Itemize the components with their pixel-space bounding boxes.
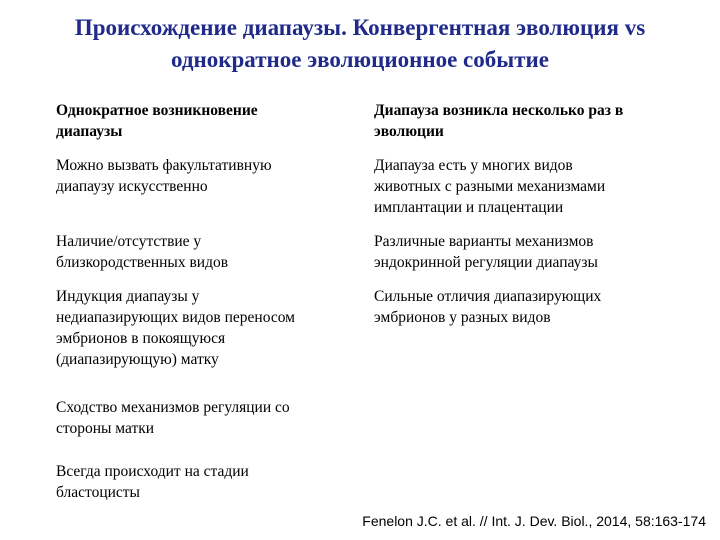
header-left-line: Однократное возникновение — [56, 102, 258, 119]
cell-line: Индукция диапаузы у — [56, 288, 200, 305]
cell-line: бластоцисты — [56, 484, 140, 501]
header-multiple-origin — [374, 100, 676, 142]
table-cell-right — [374, 155, 676, 218]
cell-line: эмбрионов в покоящуюся — [56, 330, 226, 347]
cell-line: стороны матки — [56, 420, 155, 437]
table-row — [56, 155, 676, 218]
cell-line: (диапазирующую) матку — [56, 351, 219, 368]
cell-line: Можно вызвать факультативную — [56, 157, 272, 174]
table-cell-left — [56, 231, 374, 273]
comparison-table — [56, 100, 676, 383]
cell-line: эндокринной регуляции диапаузы — [374, 254, 598, 271]
cell-line: Различные варианты механизмов — [374, 233, 594, 250]
cell-line: Диапауза есть у многих видов — [374, 157, 573, 174]
cell-line: Наличие/отсутствие у — [56, 233, 202, 250]
slide-title — [0, 12, 720, 76]
cell-line: эмбрионов у разных видов — [374, 309, 551, 326]
slide-title-line-2: однократное эволюционное событие — [171, 47, 549, 72]
table-header-row — [56, 100, 676, 142]
table-row — [56, 286, 676, 370]
slide-title-line-1: Происхождение диапаузы. Конвергентная эволюция vs — [74, 15, 646, 40]
table-cell-left — [56, 286, 374, 370]
cell-line: диапаузу искусственно — [56, 178, 208, 195]
cell-line: близкородственных видов — [56, 254, 229, 271]
header-right-line: Диапауза возникла несколько раз в — [374, 102, 624, 119]
header-left-line: диапаузы — [56, 123, 123, 140]
cell-line: Сходство механизмов регуляции со — [56, 399, 290, 416]
extra-left-item — [56, 397, 290, 439]
header-single-origin — [56, 100, 374, 142]
cell-line: имплантации и плацентации — [374, 199, 564, 216]
cell-line: животных с разными механизмами — [374, 178, 606, 195]
header-right-line: эволюции — [374, 123, 444, 140]
cell-line: недиапазирующих видов переносом — [56, 309, 295, 326]
citation-reference: Fenelon J.C. et al. // Int. J. Dev. Biol., 2014, 58:163-174 — [362, 513, 706, 529]
table-row — [56, 231, 676, 273]
cell-line: Сильные отличия диапазирующих — [374, 288, 602, 305]
table-cell-right — [374, 231, 676, 273]
table-cell-right — [374, 286, 676, 370]
cell-line: Всегда происходит на стадии — [56, 463, 249, 480]
table-cell-left — [56, 155, 374, 218]
extra-left-item — [56, 461, 249, 503]
